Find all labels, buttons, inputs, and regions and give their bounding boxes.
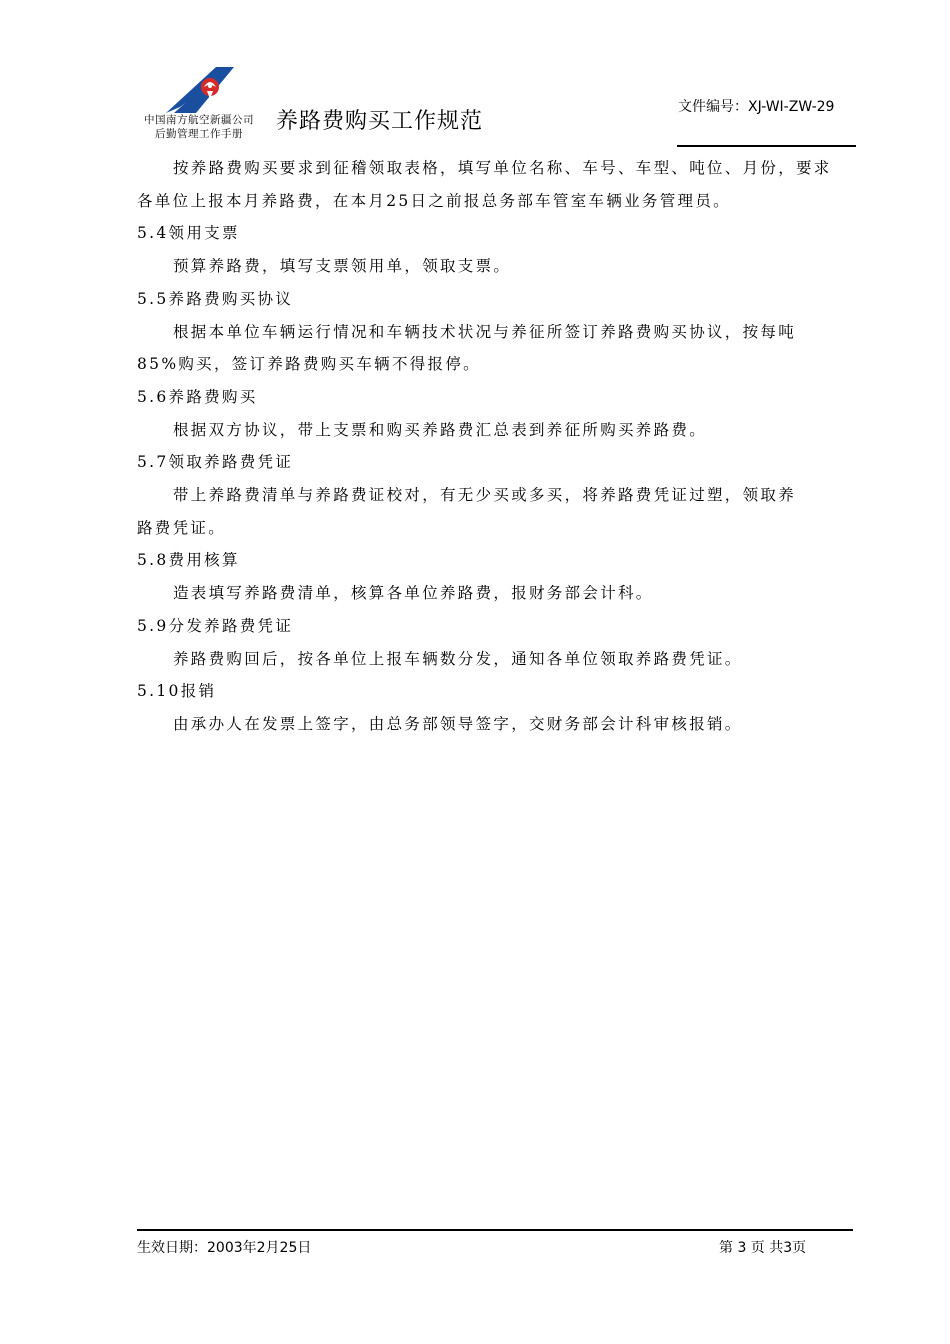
- section-heading-5-7: 5.7领取养路费凭证: [137, 453, 294, 472]
- paragraph-5-5-line-2: 85%购买，签订养路费购买车辆不得报停。: [137, 355, 481, 374]
- section-heading-5-6: 5.6养路费购买: [137, 387, 258, 406]
- section-heading-5-8: 5.8费用核算: [137, 551, 240, 570]
- paragraph-5-6: 根据双方协议，带上支票和购买养路费汇总表到养征所购买养路费。: [173, 420, 708, 439]
- document-code: 文件编号：XJ-WI-ZW-29: [678, 99, 835, 115]
- china-southern-kapok-logo-icon: [166, 67, 234, 113]
- document-body: [137, 152, 853, 741]
- company-name: [137, 113, 261, 141]
- paragraph-5-5-line-1: 根据本单位车辆运行情况和车辆技术状况与养征所签订养路费购买协议，按每吨: [173, 322, 797, 341]
- document-title: 养路费购买工作规范: [276, 109, 484, 134]
- header-divider: [677, 145, 856, 147]
- paragraph-5-7-line-1: 带上养路费清单与养路费证校对，有无少买或多买，将养路费凭证过塑，领取养: [173, 486, 797, 505]
- paragraph-intro-line-1: 按养路费购买要求到征稽领取表格，填写单位名称、车号、车型、吨位、月份，要求: [173, 159, 832, 177]
- company-line-2: 后勤管理工作手册: [155, 128, 243, 140]
- section-heading-5-9: 5.9分发养路费凭证: [137, 616, 294, 635]
- paragraph-5-4: 预算养路费，填写支票领用单，领取支票。: [173, 257, 512, 276]
- footer-divider: [137, 1229, 853, 1231]
- section-heading-5-4: 5.4领用支票: [137, 224, 240, 243]
- effective-date: 生效日期：2003年2月25日: [137, 1240, 312, 1256]
- paragraph-intro-line-2: 各单位上报本月养路费，在本月25日之前报总务部车管室车辆业务管理员。: [137, 191, 731, 210]
- section-heading-5-10: 5.10报销: [137, 682, 217, 701]
- paragraph-5-9: 养路费购回后，按各单位上报车辆数分发，通知各单位领取养路费凭证。: [173, 649, 743, 668]
- company-line-1: 中国南方航空新疆公司: [144, 114, 254, 126]
- paragraph-5-10: 由承办人在发票上签字，由总务部领导签字，交财务部会计科审核报销。: [173, 714, 743, 733]
- paragraph-5-7-line-2: 路费凭证。: [137, 518, 227, 537]
- page-number: 第 3 页 共3页: [719, 1240, 807, 1256]
- section-heading-5-5: 5.5养路费购买协议: [137, 289, 294, 308]
- paragraph-5-8: 造表填写养路费清单，核算各单位养路费，报财务部会计科。: [173, 584, 654, 603]
